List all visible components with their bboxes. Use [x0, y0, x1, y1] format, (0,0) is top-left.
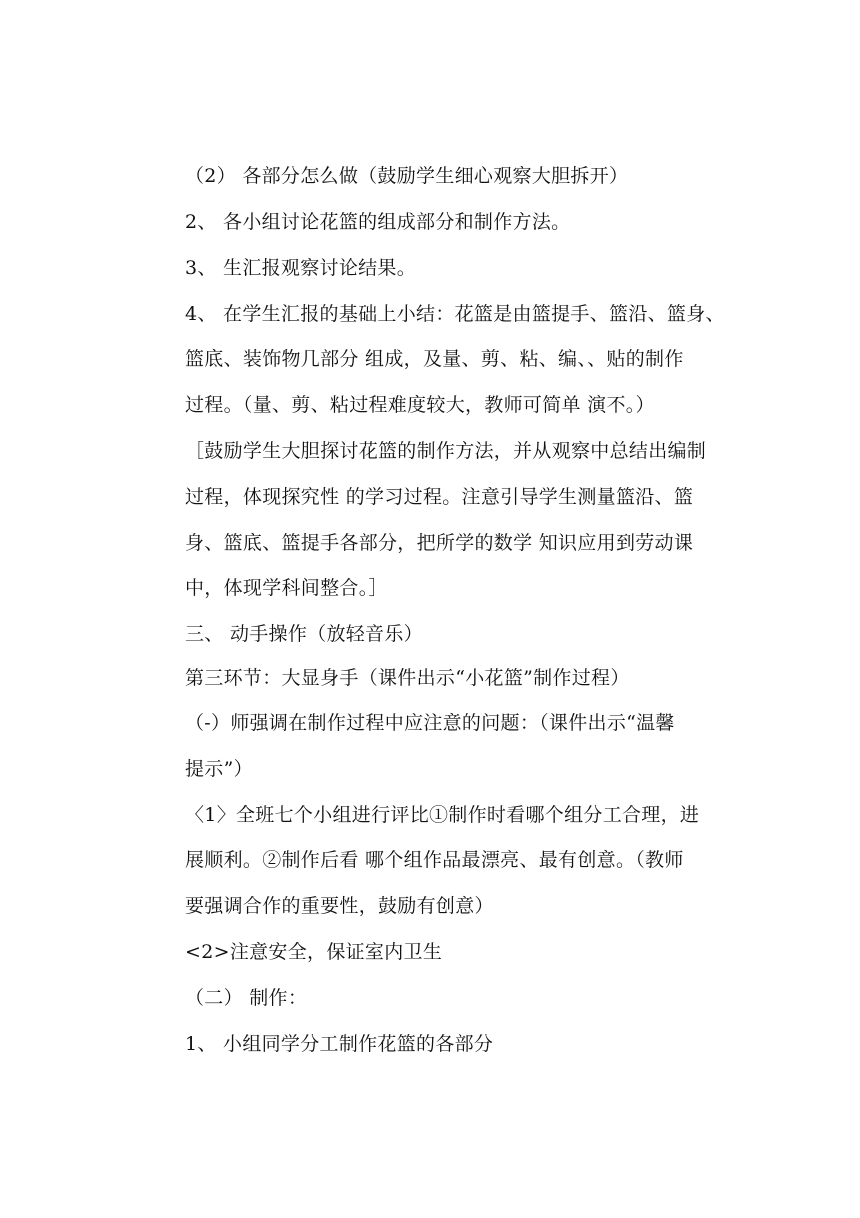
text-line-19: （二） 制作： [185, 987, 308, 1009]
text-line-12: 第三环节：大显身手（课件出示“小花篮”制作过程） [185, 667, 630, 689]
text-line-13: （-）师强调在制作过程中应注意的问题：（课件出示“温馨 [185, 712, 675, 734]
text-line-10: 中，体现学科间整合。］ [185, 577, 388, 599]
text-line-3: 3、 生汇报观察讨论结果。 [185, 257, 417, 279]
text-line-9: 身、篮底、篮提手各部分，把所学的数学 知识应用到劳动课 [185, 532, 694, 554]
text-line-8: 过程，体现探究性 的学习过程。注意引导学生测量篮沿、篮 [185, 486, 694, 508]
text-line-11: 三、 动手操作（放轻音乐） [185, 623, 423, 645]
text-line-2: 2、 各小组讨论花篮的组成部分和制作方法。 [185, 211, 571, 233]
text-line-18: <2>注意安全，保证室内卫生 [185, 941, 443, 963]
text-line-4: 4、 在学生汇报的基础上小结：花篮是由篮提手、篮沿、篮身、 [185, 303, 725, 325]
text-line-5: 篮底、装饰物几部分 组成，及量、剪、粘、编、、贴的制作 [185, 348, 684, 370]
text-line-15: 〈1〉全班七个小组进行评比①制作时看哪个组分工合理，进 [185, 804, 700, 826]
text-line-20: 1、 小组同学分工制作花篮的各部分 [185, 1033, 494, 1055]
text-line-1: （2） 各部分怎么做（鼓励学生细心观察大胆拆开） [185, 165, 629, 187]
text-line-7: ［鼓励学生大胆探讨花篮的制作方法，并从观察中总结出编制 [185, 440, 707, 462]
text-line-17: 要强调合作的重要性，鼓励有创意） [185, 895, 494, 917]
text-line-14: 提示”） [185, 758, 253, 780]
text-line-6: 过程。（量、剪、粘过程难度较大，教师可简单 演不。） [185, 394, 655, 416]
text-line-16: 展顺利。②制作后看 哪个组作品最漂亮、最有创意。（教师 [185, 849, 684, 871]
